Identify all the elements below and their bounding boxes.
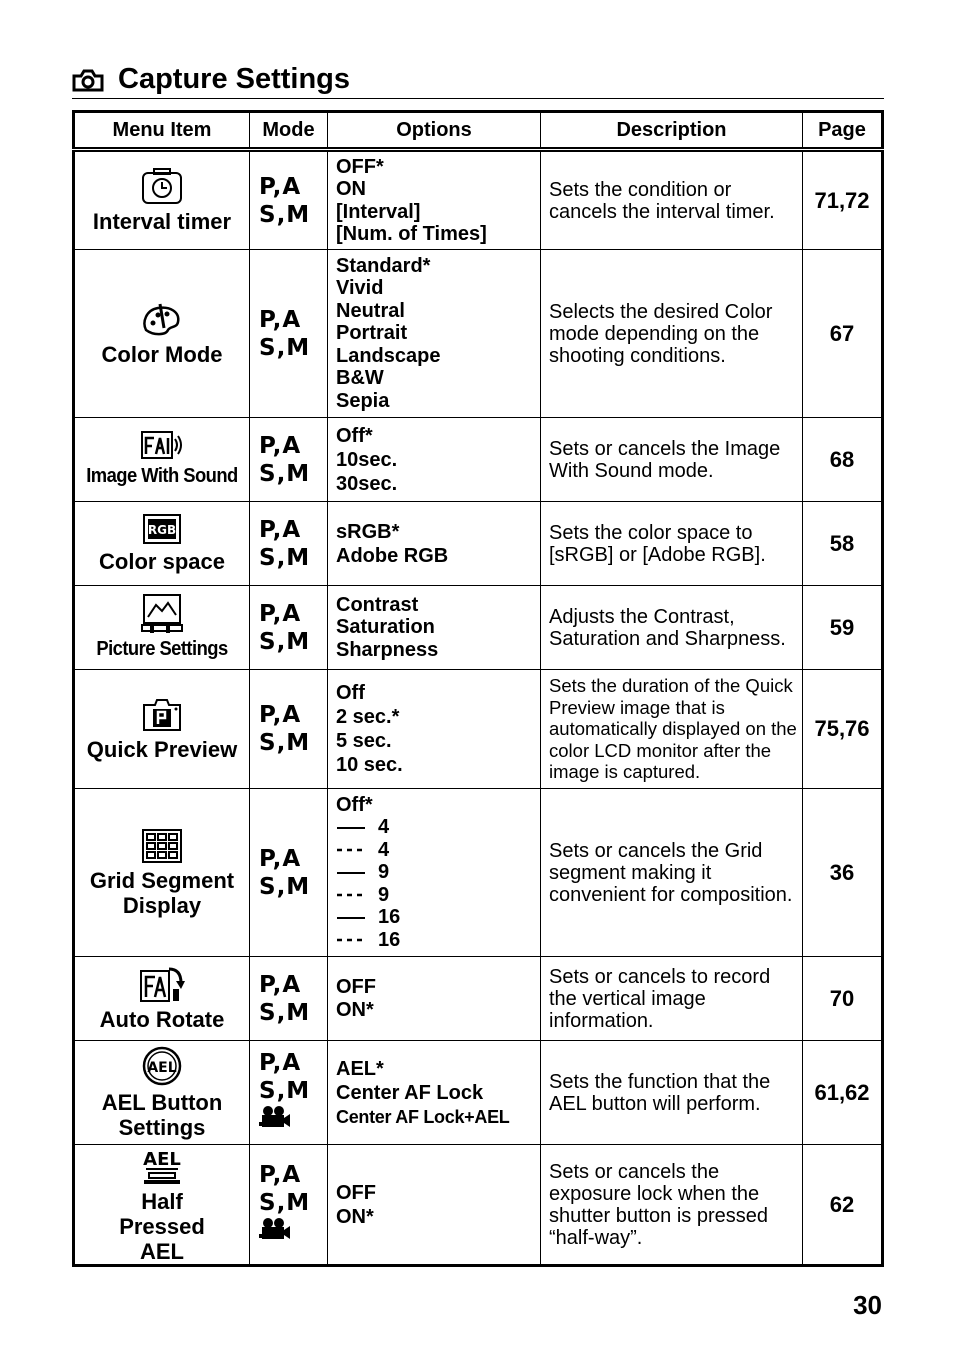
menu-item-label: Image With Sound bbox=[86, 465, 238, 487]
options-cell bbox=[328, 1145, 541, 1266]
option: AEL* bbox=[336, 1057, 384, 1080]
mode-cell bbox=[250, 502, 328, 586]
menu-item-label: Grid Segment Display bbox=[89, 867, 235, 918]
picture-settings-icon bbox=[140, 593, 184, 633]
mode-sm: S,M bbox=[259, 628, 311, 655]
table-header-row bbox=[74, 112, 883, 150]
menu-item-cell bbox=[74, 1041, 250, 1145]
menu-item-label: Color Mode bbox=[101, 342, 223, 367]
option: Landscape bbox=[336, 344, 441, 367]
option: 10sec. bbox=[336, 448, 398, 471]
description-cell: Sets the condition or cancels the interval timer. bbox=[541, 150, 803, 250]
menu-item-cell bbox=[74, 418, 250, 502]
movie-mode-icon bbox=[259, 1105, 291, 1129]
menu-item-label: Color space bbox=[99, 549, 225, 574]
menu-item-cell bbox=[74, 670, 250, 789]
solid-line-icon bbox=[336, 915, 366, 921]
menu-item-cell bbox=[74, 150, 250, 250]
option: Adobe RGB bbox=[336, 544, 449, 567]
mode-cell bbox=[250, 418, 328, 502]
menu-item-label: Half Pressed AEL bbox=[119, 1189, 205, 1264]
description-cell: Adjusts the Contrast, Saturation and Sharpness. bbox=[541, 586, 803, 670]
option-value: 9 bbox=[378, 861, 390, 884]
quick-preview-icon bbox=[141, 697, 183, 733]
mode-sm: S,M bbox=[259, 873, 311, 900]
option: Portrait bbox=[336, 322, 408, 345]
options-cell bbox=[328, 250, 541, 418]
description-cell: Sets or cancels the Grid segment making it convenient for composition. bbox=[541, 789, 803, 957]
dashed-line-icon bbox=[336, 937, 366, 943]
option: ON* bbox=[336, 998, 374, 1021]
menu-item-label: Interval timer bbox=[92, 209, 232, 234]
mode-pa: P,A bbox=[259, 600, 302, 627]
description-cell: Sets the function that the AEL button will perform. bbox=[541, 1041, 803, 1145]
mode-pa: P,A bbox=[259, 306, 302, 333]
dashed-line-icon bbox=[336, 847, 366, 853]
option-value: 4 bbox=[378, 838, 390, 861]
menu-item-label: Picture Settings bbox=[96, 638, 228, 660]
camera-icon bbox=[72, 68, 104, 92]
option bbox=[336, 816, 540, 839]
option: 2 sec.* bbox=[336, 706, 400, 728]
mode-cell bbox=[250, 1145, 328, 1266]
auto-rotate-icon bbox=[139, 965, 185, 1003]
option: Neutral bbox=[336, 299, 405, 322]
table-row bbox=[74, 957, 883, 1041]
mode-sm: S,M bbox=[259, 1190, 311, 1216]
menu-item-label: Auto Rotate bbox=[99, 1007, 225, 1032]
rgb-icon bbox=[142, 513, 182, 545]
option: Standard* bbox=[336, 254, 431, 277]
mode-sm: S,M bbox=[259, 460, 311, 487]
table-row bbox=[74, 1041, 883, 1145]
table-row bbox=[74, 150, 883, 250]
option-value: 16 bbox=[378, 928, 401, 951]
option: Sharpness bbox=[336, 638, 439, 661]
header-page: Page bbox=[803, 112, 883, 150]
mode-sm: S,M bbox=[259, 1078, 311, 1104]
option bbox=[336, 906, 540, 929]
option: Vivid bbox=[336, 277, 384, 300]
header-description: Description bbox=[541, 112, 803, 150]
option bbox=[336, 861, 540, 884]
page-number: 30 bbox=[853, 1290, 882, 1320]
movie-mode-icon bbox=[259, 1217, 291, 1241]
menu-item-cell bbox=[74, 250, 250, 418]
option: [Interval] bbox=[336, 200, 421, 223]
table-row bbox=[74, 502, 883, 586]
options-cell bbox=[328, 1041, 541, 1145]
page-cell: 71,72 bbox=[803, 150, 883, 250]
options-cell bbox=[328, 502, 541, 586]
header-options: Options bbox=[328, 112, 541, 150]
option: OFF bbox=[336, 1181, 376, 1204]
color-mode-icon bbox=[140, 300, 184, 338]
options-cell bbox=[328, 586, 541, 670]
half-pressed-ael-icon bbox=[141, 1145, 183, 1185]
mode-cell bbox=[250, 250, 328, 418]
grid-segment-icon bbox=[141, 828, 183, 864]
table-row bbox=[74, 789, 883, 957]
description-cell: Selects the desired Color mode depending on the shooting conditions. bbox=[541, 250, 803, 418]
option: OFF* bbox=[336, 155, 384, 178]
menu-item-label: Quick Preview bbox=[86, 736, 238, 762]
option: Contrast bbox=[336, 593, 419, 616]
options-cell bbox=[328, 418, 541, 502]
table-row bbox=[74, 1145, 883, 1266]
svg-text:AEL: AEL bbox=[143, 1149, 181, 1170]
description-cell: Sets or cancels to record the vertical image information. bbox=[541, 957, 803, 1041]
description-cell: Sets the color space to [sRGB] or [Adobe RGB]. bbox=[541, 502, 803, 586]
table-row bbox=[74, 586, 883, 670]
description-cell: Sets the duration of the Quick Preview image that is automatically displayed on the color LCD monitor after the image is captured. bbox=[541, 670, 803, 789]
mode-cell bbox=[250, 1041, 328, 1145]
page-cell: 68 bbox=[803, 418, 883, 502]
menu-item-cell bbox=[74, 502, 250, 586]
menu-item-cell bbox=[74, 789, 250, 957]
mode-cell bbox=[250, 670, 328, 789]
svg-text:RGB: RGB bbox=[147, 523, 177, 537]
menu-item-cell bbox=[74, 1145, 250, 1266]
mode-sm: S,M bbox=[259, 730, 311, 756]
table-row bbox=[74, 250, 883, 418]
page-cell: 70 bbox=[803, 957, 883, 1041]
options-cell bbox=[328, 670, 541, 789]
section-title: Capture Settings bbox=[118, 63, 351, 95]
image-with-sound-icon bbox=[140, 430, 184, 460]
options-cell bbox=[328, 957, 541, 1041]
options-cell bbox=[328, 789, 541, 957]
option-value: 4 bbox=[378, 816, 390, 839]
option: 10 sec. bbox=[336, 754, 403, 776]
solid-line-icon bbox=[336, 825, 366, 831]
description-cell: Sets or cancels the Image With Sound mode. bbox=[541, 418, 803, 502]
option: 5 sec. bbox=[336, 730, 392, 752]
solid-line-icon bbox=[336, 870, 366, 876]
option: Center AF Lock bbox=[336, 1081, 484, 1104]
mode-cell bbox=[250, 150, 328, 250]
capture-settings-table bbox=[72, 110, 884, 1267]
mode-sm: S,M bbox=[259, 544, 311, 571]
header-menu-item: Menu Item bbox=[74, 112, 250, 150]
page-cell: 59 bbox=[803, 586, 883, 670]
section-heading bbox=[72, 60, 884, 99]
option: Off* bbox=[336, 793, 373, 816]
option: 30sec. bbox=[336, 472, 398, 495]
mode-pa: P,A bbox=[259, 516, 302, 543]
menu-item-label: AEL Button Settings bbox=[101, 1089, 223, 1140]
interval-timer-icon bbox=[141, 167, 183, 205]
option: ON bbox=[336, 178, 366, 200]
mode-pa: P,A bbox=[259, 1162, 302, 1188]
page-cell: 61,62 bbox=[803, 1041, 883, 1145]
mode-cell bbox=[250, 789, 328, 957]
header-mode: Mode bbox=[250, 112, 328, 150]
option: Off* bbox=[336, 424, 373, 447]
mode-sm: S,M bbox=[259, 999, 311, 1026]
table-row bbox=[74, 670, 883, 789]
mode-pa: P,A bbox=[259, 432, 302, 459]
option bbox=[336, 929, 540, 952]
mode-pa: P,A bbox=[259, 1050, 302, 1076]
menu-item-cell bbox=[74, 586, 250, 670]
page-cell: 36 bbox=[803, 789, 883, 957]
option: sRGB* bbox=[336, 520, 400, 543]
option-value: 16 bbox=[378, 906, 401, 929]
mode-sm: S,M bbox=[259, 334, 311, 361]
option: Saturation bbox=[336, 616, 435, 639]
mode-sm: S,M bbox=[259, 201, 311, 228]
page-cell: 67 bbox=[803, 250, 883, 418]
mode-cell bbox=[250, 586, 328, 670]
mode-pa: P,A bbox=[259, 845, 302, 872]
mode-pa: P,A bbox=[259, 702, 302, 728]
option bbox=[336, 884, 540, 907]
option: OFF bbox=[336, 976, 376, 998]
description-cell: Sets or cancels the exposure lock when the shutter button is pressed “half-way”. bbox=[541, 1145, 803, 1266]
option-value: 9 bbox=[378, 883, 390, 906]
ael-button-icon bbox=[141, 1046, 183, 1086]
option: Center AF Lock+AEL bbox=[336, 1106, 510, 1127]
mode-pa: P,A bbox=[259, 173, 302, 200]
option: Off bbox=[336, 682, 365, 704]
option: Sepia bbox=[336, 389, 390, 412]
page-cell: 75,76 bbox=[803, 670, 883, 789]
mode-cell bbox=[250, 957, 328, 1041]
options-cell bbox=[328, 150, 541, 250]
option: [Num. of Times] bbox=[336, 223, 487, 245]
svg-text:AEL: AEL bbox=[147, 1059, 177, 1076]
page-cell: 62 bbox=[803, 1145, 883, 1266]
option bbox=[336, 839, 540, 862]
mode-pa: P,A bbox=[259, 971, 302, 998]
option: B&W bbox=[336, 367, 384, 390]
dashed-line-icon bbox=[336, 892, 366, 898]
page-cell: 58 bbox=[803, 502, 883, 586]
table-row bbox=[74, 418, 883, 502]
menu-item-cell bbox=[74, 957, 250, 1041]
option: ON* bbox=[336, 1205, 374, 1228]
